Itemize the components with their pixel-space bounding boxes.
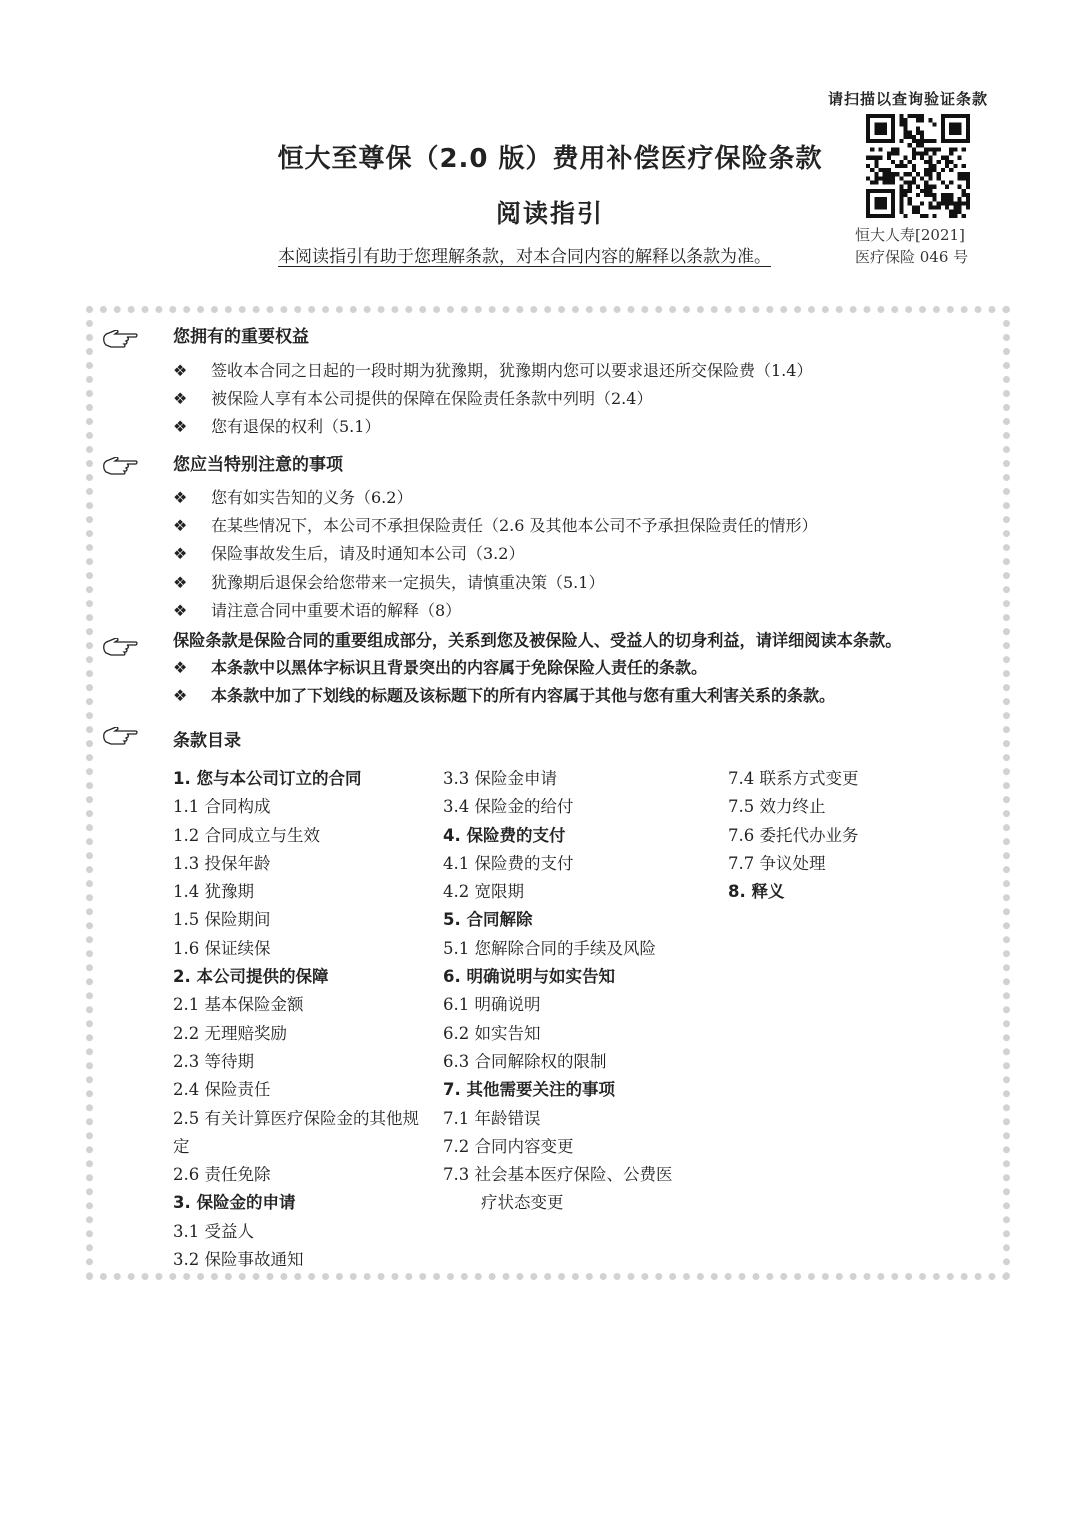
- toc-entry[interactable]: 1.2 合同成立与生效: [173, 825, 320, 845]
- document-subtitle: 阅读指引: [495, 199, 604, 228]
- qr-module: [912, 176, 916, 180]
- pointing-hand-icon: [102, 638, 138, 660]
- toc-section-2[interactable]: 2. 本公司提供的保障: [173, 967, 329, 987]
- toc-entry[interactable]: 5.1 您解除合同的手续及风险: [443, 938, 656, 958]
- qr-module: [916, 114, 920, 118]
- qr-module: [883, 176, 887, 180]
- bullet-icon: ❖: [173, 361, 188, 380]
- pointing-hand-icon: [102, 727, 138, 749]
- qr-module: [949, 181, 953, 185]
- toc-entry[interactable]: 1.5 保险期间: [173, 910, 271, 930]
- qr-module: [870, 181, 874, 185]
- qr-module: [928, 176, 932, 180]
- qr-module: [962, 189, 966, 193]
- qr-module: [928, 185, 932, 189]
- toc-entry[interactable]: 7.1 年龄错误: [443, 1108, 541, 1128]
- toc-entry[interactable]: 7.3 社会基本医疗保险、公费医: [443, 1165, 673, 1185]
- qr-module: [937, 176, 941, 180]
- document-title: 恒大至尊保（2.0 版）费用补偿医疗保险条款: [277, 144, 823, 174]
- qr-module: [966, 181, 970, 185]
- bullet-icon: ❖: [173, 544, 188, 563]
- scan-note: 请扫描以查询验证条款: [828, 90, 989, 108]
- toc-column-1: [173, 765, 428, 1274]
- qr-finder: [949, 122, 961, 134]
- qr-module: [903, 118, 907, 122]
- qr-module: [916, 126, 920, 130]
- importance-item-text: 本条款中加了下划线的标题及该标题下的所有内容属于其他与您有重大利害关系的条款。: [211, 686, 836, 705]
- qr-module: [903, 181, 907, 185]
- qr-module: [903, 126, 907, 130]
- toc-entry[interactable]: 6.1 明确说明: [443, 995, 541, 1015]
- toc-entry[interactable]: 1.6 保证续保: [173, 938, 271, 958]
- qr-module: [928, 118, 932, 122]
- qr-module: [899, 185, 903, 189]
- bullet-icon: ❖: [173, 516, 188, 535]
- bullet-icon: ❖: [173, 601, 188, 620]
- rights-item-text: 您有退保的权利（5.1）: [211, 417, 381, 436]
- qr-module: [962, 176, 966, 180]
- qr-module: [924, 181, 928, 185]
- attention-item-text: 保险事故发生后，请及时通知本公司（3.2）: [211, 544, 525, 563]
- qr-module: [866, 176, 870, 180]
- importance-item-text: 本条款中以黑体字标识且背景突出的内容属于免除保险人责任的条款。: [211, 658, 708, 677]
- qr-module: [912, 181, 916, 185]
- qr-module: [908, 131, 912, 135]
- attention-item: [173, 598, 461, 621]
- toc-entry[interactable]: 2.5 有关计算医疗保险金的其他规定: [173, 1108, 419, 1156]
- toc-entry[interactable]: 7.7 争议处理: [728, 853, 826, 873]
- toc-section-7[interactable]: 7. 其他需要关注的事项: [443, 1080, 615, 1100]
- importance-heading: 保险条款是保险合同的重要组成部分，关系到您及被保险人、受益人的切身利益，请详细阅读本条款。: [173, 631, 902, 650]
- attention-item: [173, 570, 604, 593]
- toc-entry[interactable]: 2.6 责任免除: [173, 1165, 271, 1185]
- rights-heading: 您拥有的重要权益: [173, 327, 309, 347]
- qr-module: [924, 189, 928, 193]
- qr-module: [899, 118, 903, 122]
- qr-module: [899, 114, 903, 118]
- attention-item-text: 在某些情况下，本公司不承担保险责任（2.6 及其他本公司不予承担保险责任的情形）: [211, 516, 818, 535]
- toc-entry-continued[interactable]: 疗状态变更: [481, 1193, 564, 1213]
- toc-entry[interactable]: 6.3 合同解除权的限制: [443, 1051, 607, 1071]
- importance-item: [173, 683, 835, 706]
- qr-module: [878, 176, 882, 180]
- qr-module: [908, 189, 912, 193]
- toc-heading: 条款目录: [173, 731, 241, 751]
- qr-module: [916, 185, 920, 189]
- qr-module: [920, 118, 924, 122]
- toc-entry[interactable]: 1.3 投保年龄: [173, 853, 271, 873]
- qr-module: [908, 181, 912, 185]
- qr-module: [916, 118, 920, 122]
- qr-module: [899, 176, 903, 180]
- attention-item: [173, 513, 818, 536]
- qr-finder: [874, 122, 886, 134]
- toc-entry[interactable]: 4.1 保险费的支付: [443, 853, 574, 873]
- qr-module: [928, 189, 932, 193]
- toc-entry[interactable]: 1.1 合同构成: [173, 797, 271, 817]
- registration-code: [855, 224, 968, 268]
- qr-module: [887, 181, 891, 185]
- registration-line-1: 恒大人寿[2021]: [855, 226, 965, 244]
- attention-item-text: 您有如实告知的义务（6.2）: [211, 488, 413, 507]
- toc-entry[interactable]: 1.4 犹豫期: [173, 882, 254, 902]
- bullet-icon: ❖: [173, 573, 188, 592]
- toc-entry[interactable]: 3.3 保险金申请: [443, 769, 557, 788]
- qr-module: [903, 122, 907, 126]
- qr-module: [966, 185, 970, 189]
- rights-item: [173, 358, 812, 381]
- toc-section-5[interactable]: 5. 合同解除: [443, 910, 533, 930]
- qr-module: [903, 131, 907, 135]
- attention-item: [173, 541, 524, 564]
- toc-entry[interactable]: 2.3 等待期: [173, 1051, 254, 1071]
- toc-column-2: [443, 765, 673, 1218]
- toc-entry[interactable]: 7.4 联系方式变更: [728, 769, 859, 788]
- registration-line-2: 医疗保险 046 号: [855, 248, 969, 266]
- qr-module: [920, 114, 924, 118]
- toc-entry[interactable]: 4.2 宽限期: [443, 882, 524, 902]
- qr-module: [916, 131, 920, 135]
- qr-module: [874, 176, 878, 180]
- attention-heading: 您应当特别注意的事项: [173, 455, 343, 475]
- bullet-icon: ❖: [173, 417, 188, 436]
- qr-module: [887, 176, 891, 180]
- toc-entry[interactable]: 3.2 保险事故通知: [173, 1250, 304, 1270]
- qr-module: [945, 185, 949, 189]
- toc-section-6[interactable]: 6. 明确说明与如实告知: [443, 967, 615, 987]
- toc-entry[interactable]: 7.2 合同内容变更: [443, 1136, 574, 1156]
- importance-item: [173, 655, 707, 678]
- qr-module: [891, 176, 895, 180]
- toc-entry[interactable]: 7.5 效力终止: [728, 797, 826, 817]
- qr-module: [933, 122, 937, 126]
- attention-item: [173, 485, 412, 508]
- toc-entry[interactable]: 6.2 如实告知: [443, 1023, 541, 1043]
- qr-module: [874, 181, 878, 185]
- qr-module: [941, 181, 945, 185]
- qr-module: [908, 185, 912, 189]
- qr-module: [920, 176, 924, 180]
- qr-module: [958, 176, 962, 180]
- qr-module: [966, 176, 970, 180]
- pointing-hand-icon: [102, 457, 138, 479]
- toc-entry[interactable]: 7.6 委托代办业务: [728, 825, 859, 845]
- rights-item-text: 签收本合同之日起的一段时期为犹豫期，犹豫期内您可以要求退还所交保险费（1.4）: [211, 361, 813, 380]
- qr-module: [899, 189, 903, 193]
- qr-module: [899, 122, 903, 126]
- bullet-icon: ❖: [173, 389, 188, 408]
- toc-section-3[interactable]: 3. 保险金的申请: [173, 1193, 296, 1213]
- qr-module: [920, 131, 924, 135]
- qr-module: [958, 185, 962, 189]
- toc-entry[interactable]: 3.4 保险金的给付: [443, 797, 574, 817]
- toc-entry[interactable]: 3.1 受益人: [173, 1221, 254, 1241]
- bullet-icon: ❖: [173, 658, 188, 677]
- qr-module: [908, 114, 912, 118]
- pointing-hand-icon: [102, 330, 138, 352]
- qr-module: [891, 181, 895, 185]
- toc-section-4[interactable]: 4. 保险费的支付: [443, 825, 566, 845]
- toc-section-8[interactable]: 8. 释义: [728, 882, 785, 902]
- qr-module: [924, 185, 928, 189]
- toc-entry[interactable]: 2.4 保险责任: [173, 1080, 271, 1100]
- rights-item: [173, 414, 380, 437]
- qr-module: [920, 189, 924, 193]
- toc-entry[interactable]: 2.1 基本保险金额: [173, 995, 304, 1015]
- rights-item: [173, 386, 652, 409]
- qr-module: [912, 114, 916, 118]
- attention-item-text: 请注意合同中重要术语的解释（8）: [211, 601, 462, 620]
- attention-item-text: 犹豫期后退保会给您带来一定损失，请慎重决策（5.1）: [211, 573, 605, 592]
- bullet-icon: ❖: [173, 488, 188, 507]
- intro-note: 本阅读指引有助于您理解条款，对本合同内容的解释以条款为准。: [278, 247, 771, 267]
- qr-module: [883, 181, 887, 185]
- qr-module: [903, 189, 907, 193]
- bullet-icon: ❖: [173, 686, 188, 705]
- toc-column-3: [728, 765, 859, 906]
- toc-entry[interactable]: 2.2 无理赔奖励: [173, 1023, 287, 1043]
- rights-item-text: 被保险人享有本公司提供的保障在保险责任条款中列明（2.4）: [211, 389, 653, 408]
- toc-section-1[interactable]: 1. 您与本公司订立的合同: [173, 769, 362, 788]
- qr-module: [933, 185, 937, 189]
